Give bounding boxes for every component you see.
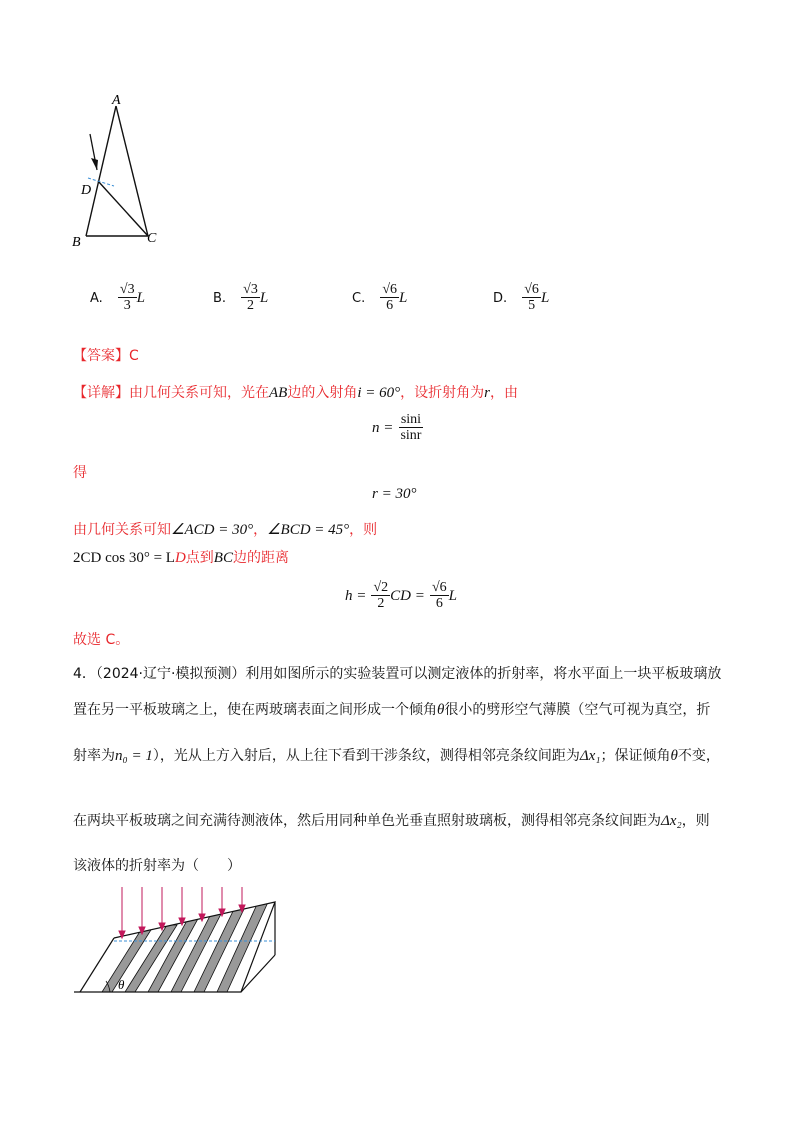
q4-text: ，则: [681, 813, 710, 829]
eq-lhs: h =: [345, 588, 367, 604]
option-d[interactable]: [493, 282, 549, 313]
explain-text: ，: [253, 522, 268, 538]
explain-text: ，由: [489, 385, 518, 401]
vertex-d-label: D: [81, 183, 92, 198]
explain-text: 边的距离: [232, 550, 289, 566]
q4-text: 在两块平板玻璃之间充满待测液体，然后用同种单色光垂直照射玻璃板，测得相邻亮条纹间距为: [73, 813, 661, 829]
option-a[interactable]: [90, 282, 145, 313]
explain-text: ，则: [349, 522, 378, 538]
explain-line-2: [73, 520, 377, 540]
theta-symbol: θ: [437, 702, 445, 718]
q4-text: 置在另一平板玻璃之上，使在两玻璃表面之间形成一个倾角: [73, 702, 437, 718]
eq-fraction: $\frac{√6}{6}$: [431, 580, 447, 611]
option-var: L: [259, 290, 269, 306]
eq-mid: CD =: [390, 588, 425, 604]
angle-acd: ∠ACD = 30°: [171, 522, 254, 538]
explain-label: 【详解】: [73, 385, 129, 401]
theta-symbol: θ: [670, 748, 678, 764]
option-letter: C.: [352, 291, 366, 306]
q4-line-2: [73, 700, 710, 720]
segment-ab: AB: [269, 385, 288, 401]
option-var: L: [136, 290, 145, 306]
answer-value: C: [129, 348, 139, 364]
q4-text: 很小的劈形空气薄膜（空气可视为真空，折: [444, 702, 711, 718]
q4-line-4: [73, 811, 710, 831]
q4-text: 不变，: [677, 748, 720, 764]
angle-bcd: ∠BCD = 45°: [267, 522, 350, 538]
q4-line-1: 4．（2024·辽宁·模拟预测）利用如图所示的实验装置可以测定液体的折射率，将水平面上一块平板玻璃放: [73, 666, 722, 682]
option-letter: A.: [90, 291, 103, 306]
explain-line-3: [73, 548, 289, 568]
answer-line: [73, 346, 139, 366]
incidence-eq: i = 60°: [357, 385, 401, 401]
option-letter: D.: [493, 291, 508, 306]
explain-text: 点到: [185, 550, 214, 566]
eq-lhs: n =: [372, 420, 394, 436]
theta-label: θ: [118, 977, 125, 992]
option-fraction: $\frac{√3}{2}$: [243, 282, 258, 313]
q4-line-5: 该液体的折射率为（ ）: [73, 858, 241, 874]
q4-text: ；保证倾角: [600, 748, 671, 764]
vertex-b-label: B: [72, 235, 81, 250]
eq-var: L: [448, 588, 457, 604]
option-c[interactable]: [352, 282, 407, 313]
var-r: r: [484, 385, 490, 401]
eq-snell: [372, 412, 423, 443]
interference-fringes: [102, 900, 269, 992]
explain-text: 由几何关系可知: [73, 522, 171, 538]
option-b[interactable]: [213, 282, 268, 313]
eq-fraction: $\frac{√2}{2}$: [373, 580, 389, 611]
option-fraction: $\frac{√6}{5}$: [524, 282, 539, 313]
option-var: L: [540, 290, 550, 306]
explain-line-1: [73, 383, 518, 403]
explain-text: 边的入射角: [287, 385, 358, 401]
option-var: L: [399, 290, 408, 306]
q4-line-3: [73, 746, 720, 766]
conclusion: 故选 C。: [73, 632, 130, 648]
option-letter: B.: [213, 291, 227, 306]
option-fraction: $\frac{√6}{6}$: [382, 282, 397, 313]
q4-text: ），光从上方入射后，从上往下看到干涉条纹，测得相邻亮条纹间距为: [152, 748, 580, 764]
n0-eq: n₀ = 1: [115, 748, 153, 764]
triangle-figure: [70, 90, 180, 250]
eq-r: r = 30°: [372, 486, 417, 502]
dx2: Δx₂: [661, 813, 682, 829]
explain-text: ，设折射角为: [400, 385, 485, 401]
dx1: Δx₁: [579, 748, 601, 764]
segment-bc: BC: [213, 550, 233, 566]
eq-fraction: $\frac{\sin i}{\sin r}$: [400, 412, 422, 443]
vertex-a-label: A: [112, 93, 121, 108]
cd-eq: 2CD cos 30° = L: [73, 550, 175, 566]
option-fraction: $\frac{√3}{3}$: [119, 282, 135, 313]
q4-text: 射率为: [73, 748, 115, 764]
answer-label: 【答案】: [73, 348, 129, 364]
vertex-c-label: C: [147, 231, 157, 246]
de-text: 得: [73, 465, 87, 481]
eq-h: [345, 580, 457, 611]
wedge-apparatus-figure: [70, 885, 290, 1000]
explain-text: 由几何关系可知，光在: [129, 385, 269, 401]
point-d: D: [174, 550, 186, 566]
